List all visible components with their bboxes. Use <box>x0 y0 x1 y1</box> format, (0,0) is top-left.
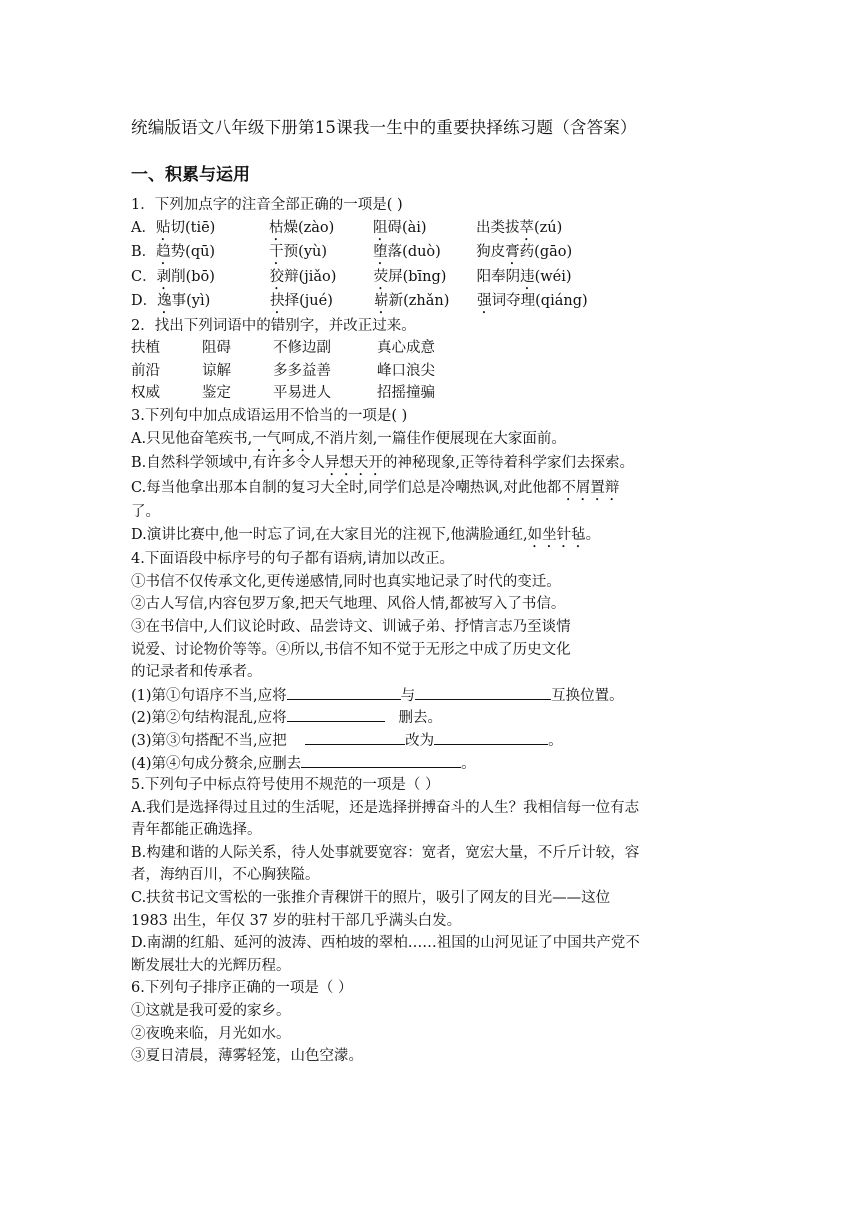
answer-blank[interactable] <box>305 729 405 745</box>
document-title: 统编版语文八年级下册第15课我一生中的重要抉择练习题（含答案） <box>131 118 637 137</box>
q3-option-c-cont: 了。 <box>131 504 160 521</box>
q3-option-c: C.每当他拿出那本自制的复习大全时,同学们总是冷嘲热讽,对此他都不屑置辩 <box>131 479 620 496</box>
q1-option-a: A．贴切(tiē) 枯燥(zào) 阻碍(ài) 出类拔萃(zú) <box>131 219 563 236</box>
exercise-body <box>131 194 731 1068</box>
q4-fill-2: (2)第②句结构混乱,应将 删去。 <box>131 706 731 729</box>
q4-para-line: ①书信不仅传承文化,更传递感情,同时也真实地记录了时代的变迁。 <box>131 573 561 590</box>
q2-row-3: 权威 鉴定 平易进人 招摇撞骗 <box>131 385 435 402</box>
q3-stem: 3.下列句中加点成语运用不恰当的一项是( ) <box>131 407 408 424</box>
q6-line: ①这就是我可爱的家乡。 <box>131 1003 291 1020</box>
q5-line: D.南湖的红船、延河的波涛、西柏坡的翠柏……祖国的山河见证了中国共产党不 <box>131 935 640 952</box>
section-heading: 一、积累与运用 <box>131 165 250 185</box>
q5-line: B.构建和谐的人际关系，待人处事就要宽容：宽者，宽宏大量，不斤斤计较，容 <box>131 844 640 861</box>
q4-para-line: ③在书信中,人们议论时政、品尝诗文、训诫子弟、抒情言志乃至谈情 <box>131 618 571 635</box>
q3-option-a: A.只见他奋笔疾书,一气呵成,不消片刻,一篇佳作便展现在大家面前。 <box>131 430 566 447</box>
q5-line: 断发展壮大的光辉历程。 <box>131 957 291 974</box>
q4-para-line: 说爱、讨论物价等等。④所以,书信不知不觉于无形之中成了历史文化 <box>131 641 571 658</box>
q6-stem: 6.下列句子排序正确的一项是（ ） <box>131 980 353 997</box>
q1-option-b: B．趋势(qū) 干预(yù) 堕落(duò) 狗皮膏药(gāo) <box>131 244 573 261</box>
q1-stem: 1．下列加点字的注音全部正确的一项是( ) <box>131 197 403 213</box>
answer-blank[interactable] <box>287 706 385 722</box>
q6-line: ②夜晚来临，月光如水。 <box>131 1025 291 1042</box>
answer-blank[interactable] <box>287 684 401 700</box>
q5-line: 者，海纳百川，不心胸狭隘。 <box>131 867 320 884</box>
q5-line: C.扶贫书记文雪松的一张推介青稞饼干的照片，吸引了网友的目光——这位 <box>131 890 611 907</box>
answer-blank[interactable] <box>415 684 551 700</box>
q1-option-d: D．逸事(yì) 抉择(jué) 崭新(zhǎn) 强词夺理(qiáng) <box>131 293 588 310</box>
q4-fill-3: (3)第③句搭配不当,应把 改为 。 <box>131 729 731 752</box>
q4-fill-4: (4)第④句成分赘余,应删去 。 <box>131 752 731 775</box>
q2-row-1: 扶植 阻碍 不修边副 真心成意 <box>131 340 435 357</box>
q4-stem: 4.下面语段中标序号的句子都有语病,请加以改正。 <box>131 551 454 568</box>
q3-option-d: D.演讲比赛中,他一时忘了词,在大家目光的注视下,他满脸通红,如坐针毡。 <box>131 526 601 543</box>
q1-option-c: C．剥削(bō) 狡辩(jiǎo) 荧屏(bīng) 阳奉阴违(wéi) <box>131 268 572 285</box>
q6-line: ③夏日清晨，薄雾轻笼，山色空濛。 <box>131 1048 363 1065</box>
q4-para-line: ②古人写信,内容包罗万象,把天气地理、风俗人情,都被写入了书信。 <box>131 596 566 613</box>
q5-line: 1983 出生，年仅 37 岁的驻村干部几乎满头白发。 <box>131 912 462 929</box>
q2-stem: 2．找出下列词语中的错别字，并改正过来。 <box>131 317 416 334</box>
q5-stem: 5.下列句子中标点符号使用不规范的一项是（ ） <box>131 777 440 794</box>
q4-fill-1: (1)第①句语序不当,应将 与 互换位置。 <box>131 684 731 707</box>
answer-blank[interactable] <box>301 752 461 768</box>
q5-line: A.我们是选择得过且过的生活呢，还是选择拼搏奋斗的人生？我相信每一位有志 <box>131 799 640 816</box>
q4-para-line: 的记录者和传承者。 <box>131 664 262 681</box>
q2-row-2: 前沿 谅解 多多益善 峰口浪尖 <box>131 362 435 379</box>
q5-line: 青年都能正确选择。 <box>131 822 262 839</box>
answer-blank[interactable] <box>434 729 548 745</box>
q3-option-b: B.自然科学领域中,有许多令人异想天开的神秘现象,正等待着科学家们去探索。 <box>131 455 634 472</box>
